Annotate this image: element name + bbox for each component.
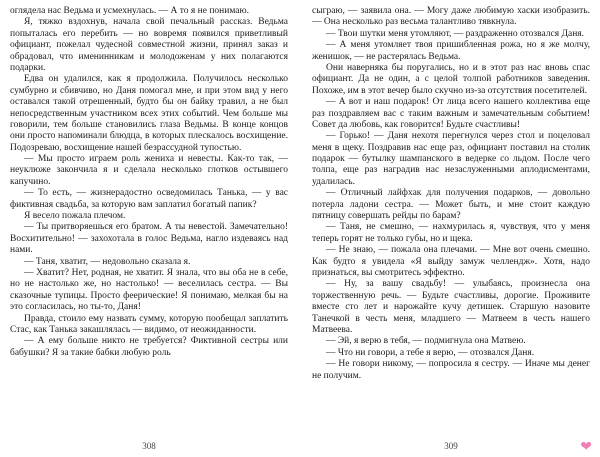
page-left-text: [10, 6, 288, 359]
page-number-right: 309: [444, 441, 458, 451]
paragraph: — Эй, я верю в тебя, — подмигнула она Матвею.: [326, 336, 526, 347]
paragraph: — А вот и наш подарок! От лица всего нашего коллектива еще раз поздравляем вас с таким важным и замечательным событием! Совет да любовь, как говорится! Будьте счастливы!: [312, 97, 590, 130]
page-number-left: 308: [142, 441, 156, 451]
paragraph: Я весело пожала плечом.: [24, 211, 126, 222]
paragraph: Едва он удалился, как я продолжила. Получилось несколько сумбурно и сбивчиво, но Даня помогал мне, и при этом вид у него оставался такой отрешенный, будто бы он байку травил, а не был непосредственным участником всех этих событий. Чем больше мы говорили, тем больше становились глаза Ведьмы. В конце концов они просто напоминали блюдца, в которых плескалось восхищение. Подозреваю, восхищение нашей безрассудной тупостью.: [10, 74, 288, 153]
favorite-heart-icon[interactable]: ❤: [580, 439, 592, 455]
paragraph: — Что ни говори, а тебе я верю, — отозвался Даня.: [326, 347, 535, 358]
page-right-text: [312, 6, 590, 382]
paragraph: Правда, стоило ему назвать сумму, которую пообещал заплатить Стас, как Танька закашлялась — видимо, от неожиданности.: [10, 313, 288, 335]
page-left: [10, 6, 288, 433]
paragraph: — Ты притворяешься его братом. А ты невестой. Замечательно! Восхитительно! — захохотала в голос Ведьма, нагло издеваясь над нами.: [10, 222, 288, 256]
page-right: [312, 6, 590, 433]
paragraph: — Отличный лайфхак для получения подарков, — довольно потерла ладони сестра. — Может быть, и мне стоит каждую пятницу совершать рейды по барам?: [312, 188, 590, 222]
paragraph: — Ну, за вашу свадьбу! — улыбаясь, произнесла она торжественную речь. — Будьте счастливы, дорогие. Проживите вместе сто лет и нарожайте кучу детишек. Старшую назовите Танечкой в честь меня, младшего — Матвеем в честь нашего Матвеева.: [312, 279, 590, 335]
paragraph: сыграю, — заявила она. — Могу даже любимую хаски изобразить. — Она несколько раз весьма талантливо тявкнула.: [312, 6, 590, 28]
paragraph: — А ему больше никто не требуется? Фиктивной сестры или бабушки? Я за такие бабки любую роль: [10, 336, 288, 358]
paragraph: Они наверняка бы поругались, но и в этот раз нас вновь спас официант. Да не один, а с целой толпой работников заведения. Похоже, им в этот вечер было скучно из-за отсутствия посетителей.: [312, 62, 590, 96]
paragraph: — Мы просто играем роль жениха и невесты. Как-то так, — неуклюже закончила я и сделала несколько глотков остывшего капучино.: [10, 154, 288, 187]
paragraph: Я, тяжко вздохнув, начала свой печальный рассказ. Ведьма попыталась его перебить — но вовремя появился приветливый официант, пожелал чудесной совместной жизни, принял заказ и обрадовал, что именинникам и молодоженам у них полагаются подарки.: [10, 17, 288, 73]
paragraph: — Таня, хватит, — недовольно сказала я.: [24, 256, 191, 267]
paragraph: — Твои шутки меня утомляют, — раздраженно отозвался Даня.: [326, 28, 585, 39]
paragraph: — А меня утомляет твоя пришибленная рожа, но я же молчу, женишок, — не растерялась Ведьма.: [312, 40, 590, 62]
paragraph: — Горько! — Даня нехотя перегнулся через стол и поцеловал меня в щеку. Поздравив нас еще раз, официант поставил на столик подарок — бутылку шампанского в ведерке со льдом. После чего толпа, еще раз наградив нас незаслуженными аплодисментами, удалилась.: [312, 131, 590, 187]
paragraph: оглядела нас Ведьма и усмехнулась. — А то я не понимаю.: [10, 6, 249, 16]
paragraph: — Не говори никому, — попросила я сестру. — Иначе мы денег не получим.: [312, 359, 590, 381]
paragraph: — То есть, — жизнерадостно осведомилась Танька, — у вас фиктивная свадьба, за которую вам заплатил богатый папик?: [10, 188, 288, 210]
paragraph: — Не знаю, — пожала она плечами. — Мне вот очень смешно. Как будто я увидела «Я выйду замуж челлендж». Хотя, надо признаться, вы смотритесь эффектно.: [312, 245, 590, 278]
paragraph: — Хватит? Нет, родная, не хватит. Я знала, что вы оба не в себе, но не настолько же, но настолько! — веселилась сестра. — Вы сказочные тупицы. Просто феерические! Я понимаю, мелкая бы на это согласилась, но ты-то, Даня!: [10, 267, 288, 313]
paragraph: — Таня, не смешно, — нахмурилась я, чувствуя, что у меня теперь горят не только губы, но и щека.: [312, 222, 590, 244]
